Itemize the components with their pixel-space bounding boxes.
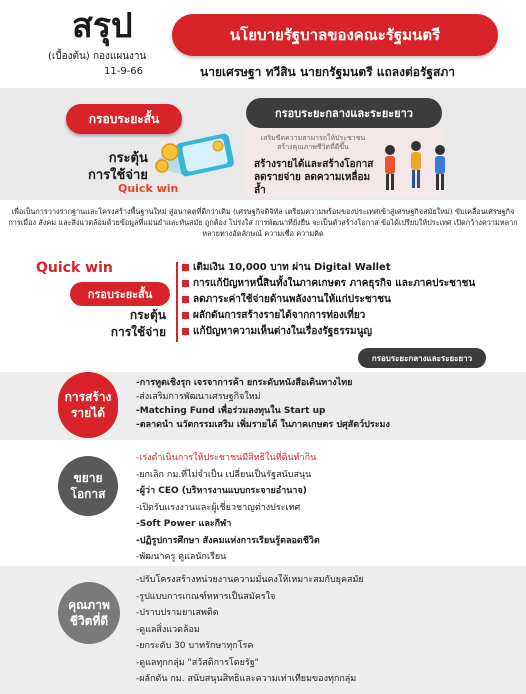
stimulate-spending-text xyxy=(88,150,148,184)
short-term-pill: กรอบระยะสั้น xyxy=(66,104,182,134)
list-item: -Soft Power และกีฬา xyxy=(136,519,232,529)
prime-minister-line: นายเศรษฐา ทวีสิน นายกรัฐมนตรี แถลงต่อรัฐสภา xyxy=(200,65,456,79)
opportunity-label xyxy=(58,456,118,516)
income-label xyxy=(58,372,118,438)
income-label-line1: การสร้าง xyxy=(64,390,112,404)
quality-of-life-label xyxy=(58,582,120,644)
opportunity-list xyxy=(136,450,320,566)
department-label: (เบื้องต้น) กองแผนงาน xyxy=(48,51,147,62)
date-label: 11-9-66 xyxy=(104,66,144,77)
list-item: การแก้ปัญหาหนี้สินทั้งในภาคเกษตร ภาคธุรกิจ และภาคประชาชน xyxy=(182,276,475,292)
quick-win-short-term-pill: กรอบระยะสั้น xyxy=(70,282,170,306)
people-illustration xyxy=(376,140,456,196)
list-item: -ตลาดนำ นวัตกรรมเสริม เพิ่มรายได้ ในภาคเกษตร ปศุสัตว์ประมง xyxy=(136,420,390,430)
list-item: -ปรับโครงสร้างหน่วยงานความมั่นคงให้เหมาะสมกับยุคสมัย xyxy=(136,575,364,585)
opportunity-label-line2: โอกาส xyxy=(70,487,106,501)
list-item: -พัฒนาครู ดูแลนักเรียน xyxy=(136,552,227,562)
list-item: -ดูแลทุกกลุ่ม "สวัสดิการโดยรัฐ" xyxy=(136,657,259,668)
intro-paragraph: เพื่อเป็นการวางรากฐานและโครงสร้างพื้นฐานใหม่ สู่อนาคตที่ดีกว่าเดิม (เศรษฐกิจดิจิทัล เตรียมความพร้อมของประเทศเข้าสู่เศรษฐกิจสมัยใหม่) ขับเคลื่อนเศรษฐกิจ การเมือง สังคม และสิ่งแวดล้อมด้วยข้อมูลที่แม่นยำและทันสมัย ถูกต้อง โปร่งใส การพัฒนาที่ยั่งยืน จะเป็นตัวสร้างโอกาส ข้อได้เปรียบให้ประเทศ เปิดกว้างความหลากหลายทางอัตลักษณ์ ความเชื่อ ความคิด xyxy=(8,207,518,238)
list-item: -เร่งดำเนินการให้ประชาชนมีสิทธิในที่ดินทำกิน xyxy=(136,453,317,463)
list-item: เติมเงิน 10,000 บาท ผ่าน Digital Wallet xyxy=(182,260,475,276)
quality-label-line2: ชีวิตที่ดี xyxy=(69,614,109,628)
qw-stimulate-line2: การใช้จ่าย xyxy=(110,325,166,339)
list-item: -ดูแลสิ่งแวดล้อม xyxy=(136,624,200,635)
mid-long-term-pill: กรอบระยะกลางและระยะยาว xyxy=(358,348,486,368)
list-item: -ผู้ว่า CEO (บริหารงานแบบกระจายอำนาจ) xyxy=(136,486,307,496)
list-item: -ผลักดัน กม. สนับสนุนสิทธิและความเท่าเทียมของทุกกลุ่ม xyxy=(136,674,357,684)
quality-label-line1: คุณภาพ xyxy=(68,598,110,612)
quick-win-list xyxy=(182,260,475,340)
create-income-text xyxy=(254,158,374,197)
list-item: -เปิดรับแรงงานและผู้เชี่ยวชาญต่างประเทศ xyxy=(136,502,301,513)
quality-of-life-list xyxy=(136,572,364,688)
list-item: แก้ปัญหาความเห็นต่างในเรื่องรัฐธรรมนูญ xyxy=(182,324,475,340)
stimulate-line2: การใช้จ่าย xyxy=(88,168,148,183)
list-item: -รูปแบบการเกณฑ์ทหารเป็นสมัครใจ xyxy=(136,591,276,602)
enable-line1: เสริมขีดความสามารถให้ประชาชน xyxy=(260,134,366,142)
enable-text xyxy=(258,134,368,152)
long-term-pill: กรอบระยะกลางและระยะยาว xyxy=(246,98,442,128)
list-item: -ยกระดับ 30 บาทรักษาทุกโรค xyxy=(136,641,254,651)
create-line1: สร้างรายได้และสร้างโอกาส xyxy=(254,159,374,170)
create-line2: ลดรายจ่าย ลดความเหลื่อมล้ำ xyxy=(254,172,371,196)
quick-win-divider xyxy=(176,262,178,342)
list-item: -ปฏิรูปการศึกษา สังคมแห่งการเรียนรู้ตลอดชีวิต xyxy=(136,535,320,546)
opportunity-label-line1: ขยาย xyxy=(73,471,103,485)
page-title: สรุป xyxy=(72,6,133,46)
list-item: ลดภาระค่าใช้จ่ายด้านพลังงานให้แก่ประชาชน xyxy=(182,292,475,308)
quick-win-label: Quick win xyxy=(118,182,179,195)
income-list xyxy=(136,376,390,432)
digital-wallet-illustration xyxy=(148,132,244,188)
stimulate-line1: กระตุ้น xyxy=(108,151,148,166)
policy-banner: นโยบายรัฐบาลของคณะรัฐมนตรี xyxy=(172,14,498,56)
list-item: -ยกเลิก กม.ที่ไม่จำเป็น เปลี่ยนเป็นรัฐสนับสนุน xyxy=(136,469,312,480)
quick-win-stimulate-text xyxy=(80,307,166,341)
income-label-line2: รายได้ xyxy=(70,406,106,420)
quick-win-title: Quick win xyxy=(36,260,113,276)
list-item: -การทูตเชิงรุก เจรจาการค้า ยกระดับหนังสือเดินทางไทย xyxy=(136,378,353,388)
list-item: -ปราบปรามยาเสพติด xyxy=(136,608,219,618)
qw-stimulate-line1: กระตุ้น xyxy=(129,308,166,322)
enable-line2: สร้างคุณภาพชีวิตที่ดีขึ้น xyxy=(277,143,349,151)
list-item: -Matching Fund เพื่อร่วมลงทุนใน Start up xyxy=(136,406,326,416)
list-item: ผลักดันการสร้างรายได้จากการท่องเที่ยว xyxy=(182,308,475,324)
list-item: -ส่งเสริมการพัฒนาเศรษฐกิจใหม่ xyxy=(136,392,261,402)
